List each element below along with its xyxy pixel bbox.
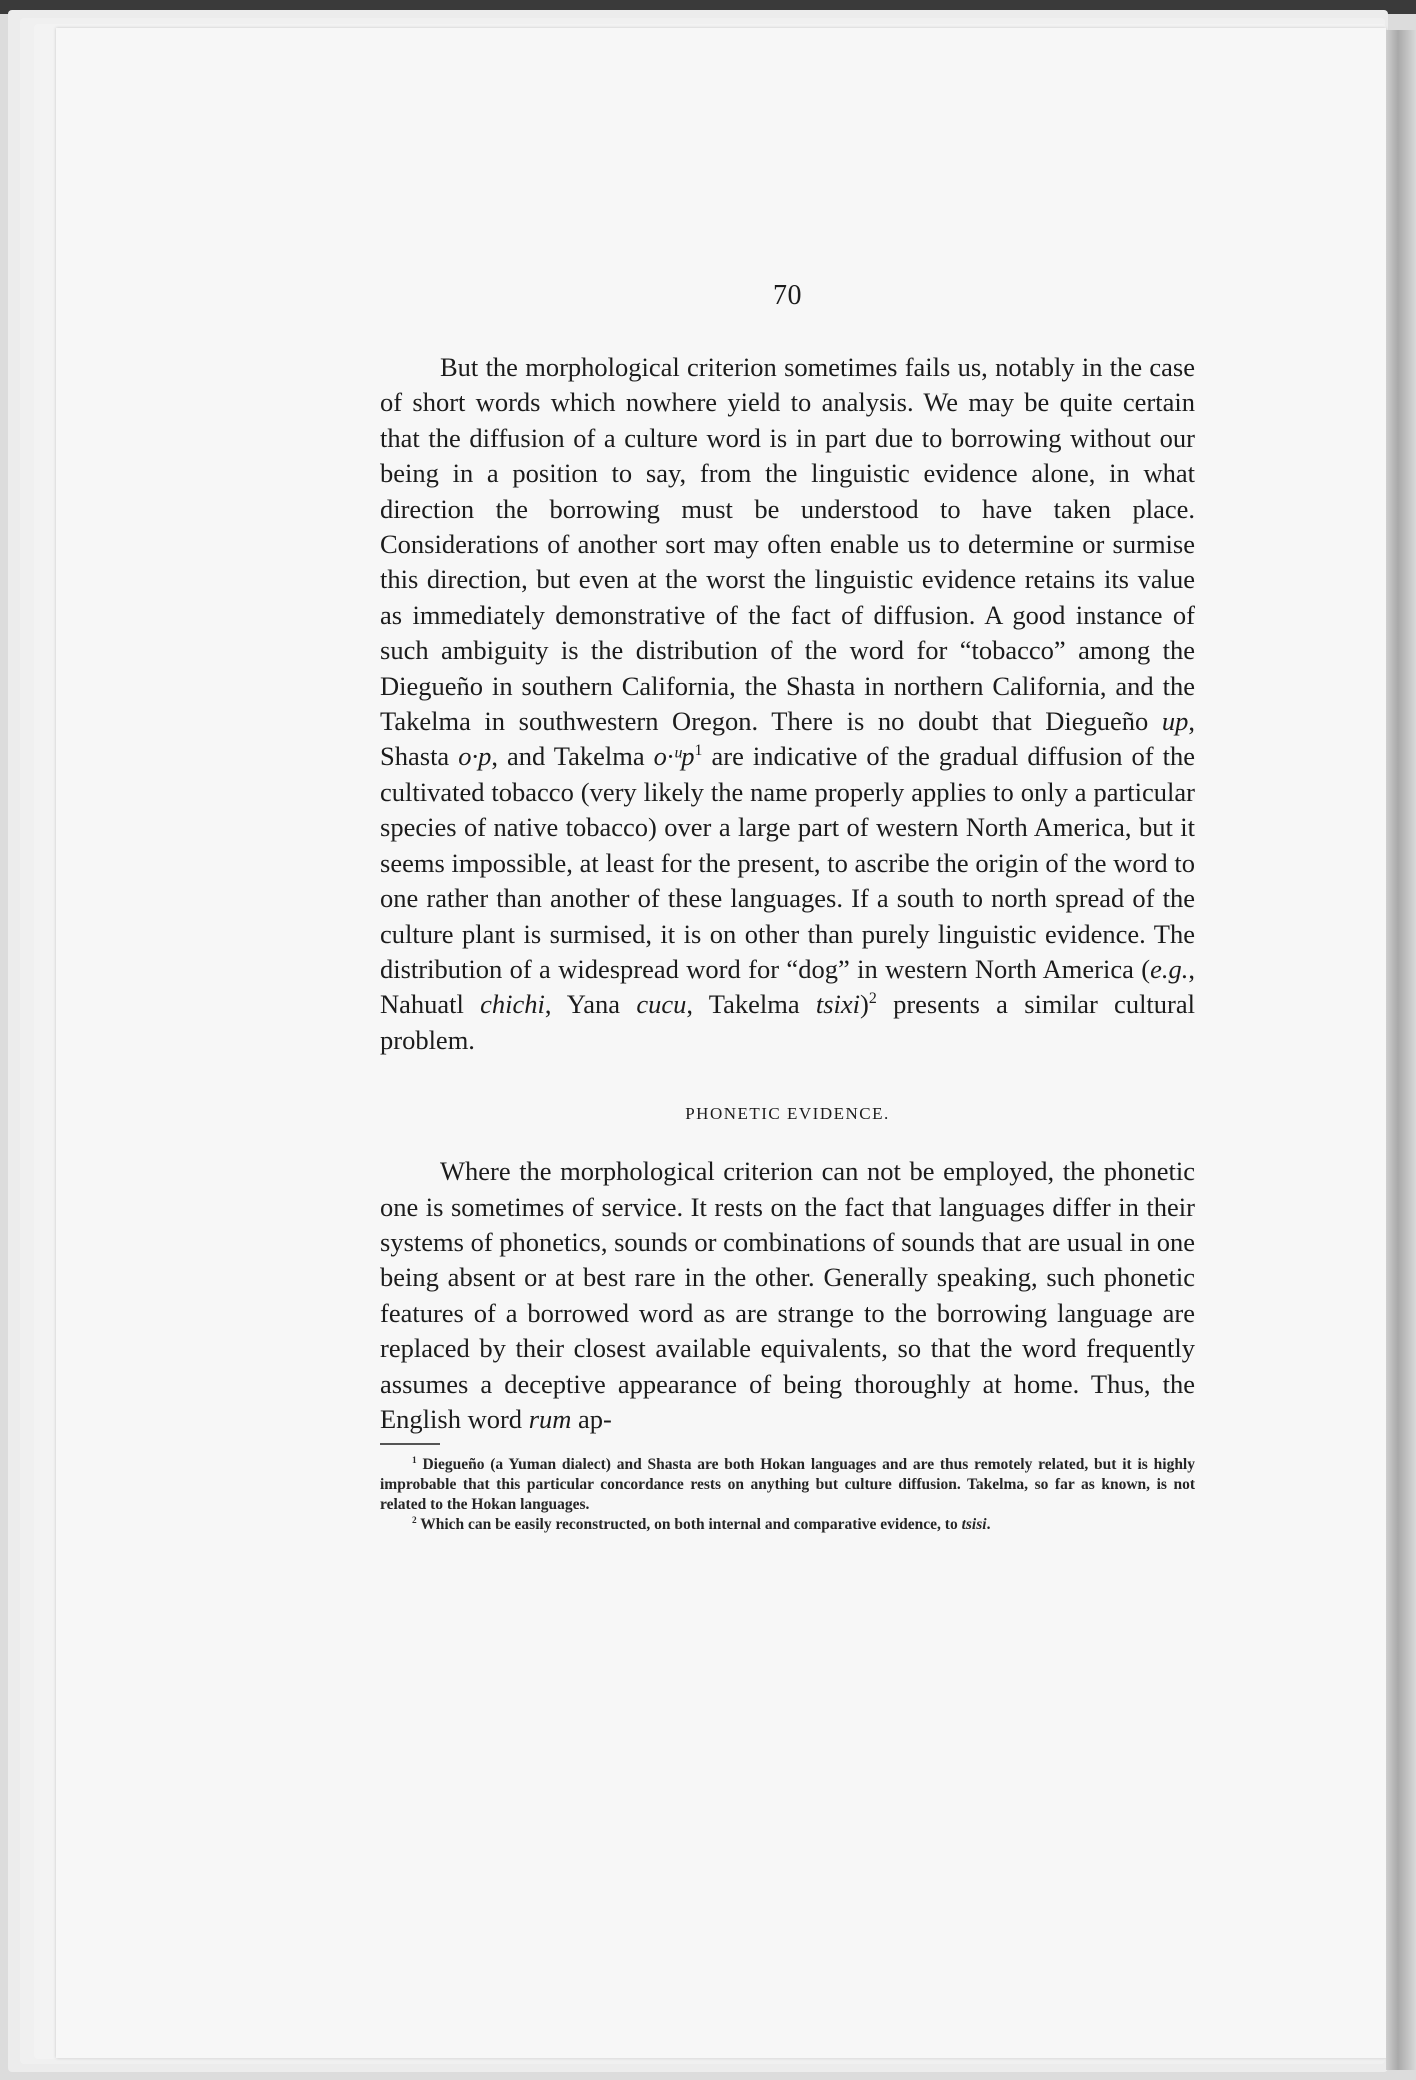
italic-term: rum [528,1403,572,1434]
text-run: ) [860,989,869,1020]
footnote-marker: 1 [412,1456,417,1467]
italic-term: e.g. [1150,953,1189,984]
italic-term: chichi [480,989,545,1020]
footnote-marker: 2 [868,990,877,1008]
text-run: Which can be easily reconstructed, on both internal and comparative evidence, to [416,1516,962,1534]
page-number: 70 [773,280,802,311]
paragraph-morphological-criterion [380,350,1195,1058]
section-heading: PHONETIC EVIDENCE. [685,1104,890,1124]
text-run: , Takelma [686,989,816,1020]
text-run: But the morphological criterion sometimes fails us, notably in the case of short words which nowhere yield to analysis. We may be quite certain that the diffusion of a culture word is in part due to borrowing without our being in a position to say, from the linguistic evidence alone, in what direction the borrowing must be understood to have taken place. Considerations of another sort may often enable us to determine or surmise this direction, but even at the worst the linguistic evidence retains its value as immediately demonstrative of the fact of diffusion. A good instance of such ambiguity is the distribution of the word for “tobacco” among the Diegueño in southern California, the Shasta in northern California, and the Takelma in southwestern Oregon. There is no doubt that Diegueño [380,352,1195,737]
text-run: are indicative of the gradual diffusion of the cultivated tobacco (very likely the name properly applies to only a particular species of native tobacco) over a large part of western North America, but it seems impossible, at least for the present, to ascribe the origin of the word to one rather than another of these languages. If a south to north spread of the culture plant is surmised, it is on other than purely linguistic evidence. The distribution of a widespread word for “dog” in western North America ( [380,741,1196,984]
text-run: presents a similar cultural problem. [380,989,1195,1055]
paragraph-phonetic-evidence [380,1154,1195,1437]
footnote-marker: 1 [694,742,703,760]
text-run: , Nahuatl [380,953,1195,1020]
footnote-1 [380,1455,1195,1515]
italic-term: tsixi [815,989,861,1020]
text-run: , Shasta [380,706,1195,772]
text-run: Where the morphological criterion can not be employed, the phonetic one is sometimes of service. It rests on the fact that languages differ in their systems of phonetics, sounds or combinations of sounds that are usual in one being absent or at best rare in the other. Generally speaking, such phonetic features of a borrowed word as are strange to the borrowing language are replaced by their closest available equivalents, so that the word frequently assumes a deceptive appearance of being thoroughly at home. Thus, the English word [380,1156,1195,1434]
italic-term: o·p [458,741,492,772]
italic-term: up [1161,706,1189,737]
book-binding-edge [1386,30,1416,2070]
text-run: Diegueño (a Yuman dialect) and Shasta are both Hokan languages and are thus remotely related, but it is highly improbable that this particular concordance rests on anything but culture diffusion. Takelma, so far as known, is not related to the Hokan languages. [380,1456,1195,1514]
text-run: ap- [571,1403,612,1434]
text-run: . [986,1516,991,1534]
page-text [380,280,1195,1535]
footnote-marker: 2 [412,1516,417,1527]
text-run: , Yana [544,989,637,1020]
footnote-2 [380,1515,1195,1535]
italic-term: cucu [636,989,687,1020]
italic-term: o·ᵘp [653,741,695,772]
text-run: , and Takelma [491,741,654,772]
italic-term: tsisi [961,1516,987,1534]
footnote-rule [380,1443,440,1445]
